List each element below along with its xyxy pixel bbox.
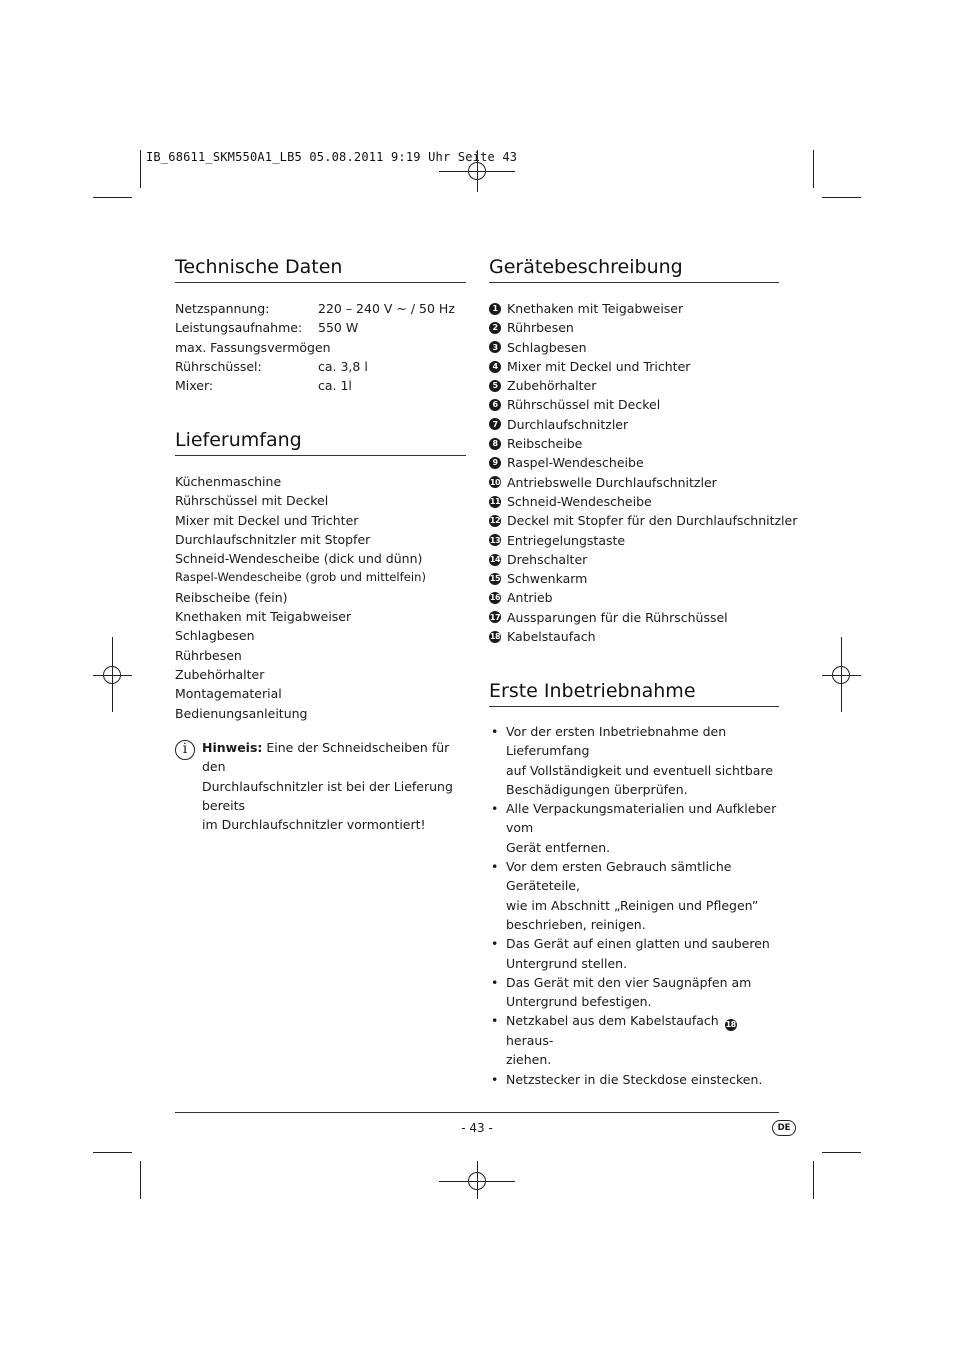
list-item: • Vor dem ersten Gebrauch sämtliche Geräteteile, wie im Abschnitt „Reinigen und Pflegen” beschrieben, reinigen.: [489, 857, 784, 934]
page-number: - 43 -: [461, 1121, 493, 1135]
list-item: Rührbesen: [175, 647, 242, 663]
number-badge: 10: [489, 477, 501, 487]
spec-row: Netzspannung: 220 – 240 V ~ / 50 Hz: [175, 301, 455, 316]
spec-row: Leistungsaufnahme: 550 W: [175, 320, 359, 336]
list-item: 11 Schneid-Wendescheibe: [489, 493, 652, 509]
list-item: 17 Aussparungen für die Rührschüssel: [489, 609, 728, 625]
inbetriebnahme-list: [489, 722, 784, 1089]
number-badge: 13: [489, 535, 501, 545]
list-item: Montagematerial: [175, 686, 282, 702]
number-badge: 8: [489, 438, 501, 450]
list-item: Mixer mit Deckel und Trichter: [175, 512, 359, 528]
list-item: 6 Rührschüssel mit Deckel: [489, 395, 781, 414]
lieferumfang-list: [175, 472, 467, 723]
number-badge: 3: [489, 341, 501, 353]
number-badge: 17: [489, 612, 501, 622]
list-item: Raspel-Wendescheibe (grob und mittelfein): [175, 570, 426, 585]
number-badge: 7: [489, 418, 501, 430]
number-badge: 14: [489, 554, 501, 564]
footer-rule: [175, 1112, 779, 1113]
lieferumfang-heading: Lieferumfang: [175, 429, 466, 456]
geraetebeschreibung-list: [489, 299, 798, 646]
geraetebeschreibung-heading: Gerätebeschreibung: [489, 256, 779, 283]
number-badge: 2: [489, 322, 501, 334]
info-icon: i: [175, 740, 195, 760]
list-item: 7 Durchlaufschnitzler: [489, 415, 781, 434]
list-item: 14 Drehschalter: [489, 551, 588, 567]
list-item: Reibscheibe (fein): [175, 589, 288, 605]
crop-mark: [93, 197, 132, 198]
list-item: • Alle Verpackungsmaterialien und Aufkleber vom Gerät entfernen.: [489, 799, 784, 857]
list-item: 3 Schlagbesen: [489, 338, 781, 357]
list-item: 16 Antrieb: [489, 590, 553, 606]
list-item: • Das Gerät auf einen glatten und sauberen Untergrund stellen.: [489, 934, 784, 973]
list-item: Knethaken mit Teigabweiser: [175, 609, 352, 625]
list-item: • Das Gerät mit den vier Saugnäpfen am Untergrund befestigen.: [489, 973, 784, 1012]
list-item: 18 Kabelstaufach: [489, 629, 596, 645]
list-item: 13 Entriegelungstaste: [489, 532, 626, 548]
crop-mark: [93, 1152, 132, 1153]
number-badge: 9: [489, 457, 501, 469]
list-item: Zubehörhalter: [175, 666, 265, 682]
list-item: 8 Reibscheibe: [489, 434, 781, 453]
crop-mark: [140, 150, 141, 188]
crop-mark: [140, 1161, 141, 1199]
number-badge: 1: [489, 303, 501, 315]
list-item: • Vor der ersten Inbetriebnahme den Lieferumfang auf Vollständigkeit und eventuell sichtbare Beschädigungen überprüfen.: [489, 722, 784, 799]
list-item: 1 Knethaken mit Teigabweiser: [489, 299, 781, 318]
crop-mark: [822, 1152, 861, 1153]
list-item: Rührschüssel mit Deckel: [175, 493, 329, 509]
number-badge: 16: [489, 593, 501, 603]
number-badge: 11: [489, 496, 501, 506]
hint-label: Hinweis:: [202, 740, 263, 755]
technische-daten-heading: Technische Daten: [175, 256, 466, 283]
print-slug: IB_68611_SKM550A1_LB5 05.08.2011 9:19 Uhr Seite 43: [146, 150, 518, 164]
number-badge: 15: [489, 574, 501, 584]
list-item: 4 Mixer mit Deckel und Trichter: [489, 357, 781, 376]
list-item: 10 Antriebswelle Durchlaufschnitzler: [489, 474, 717, 490]
number-badge: 6: [489, 399, 501, 411]
list-item: Schlagbesen: [175, 628, 255, 644]
list-item: • Netzstecker in die Steckdose einstecken.: [489, 1070, 784, 1089]
number-badge: 5: [489, 380, 501, 392]
list-item: Küchenmaschine: [175, 474, 282, 489]
crop-mark: [822, 197, 861, 198]
number-badge: 12: [489, 516, 501, 526]
list-item: 5 Zubehörhalter: [489, 376, 781, 395]
list-item: • Netzkabel aus dem Kabelstaufach 18 heraus- ziehen.: [489, 1011, 784, 1069]
spec-row: Rührschüssel: ca. 3,8 l: [175, 358, 368, 374]
spec-row: max. Fassungsvermögen: [175, 339, 331, 355]
list-item: Bedienungsanleitung: [175, 705, 308, 721]
erste-inbetriebnahme-heading: Erste Inbetriebnahme: [489, 680, 779, 707]
list-item: Durchlaufschnitzler mit Stopfer: [175, 531, 371, 547]
list-item: 2 Rührbesen: [489, 318, 781, 337]
list-item: 15 Schwenkarm: [489, 571, 588, 587]
spec-row: Mixer: ca. 1l: [175, 378, 352, 394]
crop-mark: [813, 1161, 814, 1199]
hint-text: Hinweis: Eine der Schneidscheiben für den Durchlaufschnitzler ist bei der Lieferung bereits im Durchlaufschnitzler vormontiert!: [202, 740, 453, 833]
number-badge: 4: [489, 361, 501, 373]
list-item: 12 Deckel mit Stopfer für den Durchlaufschnitzler: [489, 513, 798, 529]
list-item: Schneid-Wendescheibe (dick und dünn): [175, 551, 423, 567]
list-item: 9 Raspel-Wendescheibe: [489, 453, 781, 472]
technische-daten-table: [175, 299, 467, 395]
language-badge: DE: [772, 1120, 796, 1136]
number-badge: 18: [489, 632, 501, 642]
hint-note: [175, 738, 467, 834]
crop-mark: [813, 150, 814, 188]
number-badge: 18: [725, 1020, 736, 1030]
